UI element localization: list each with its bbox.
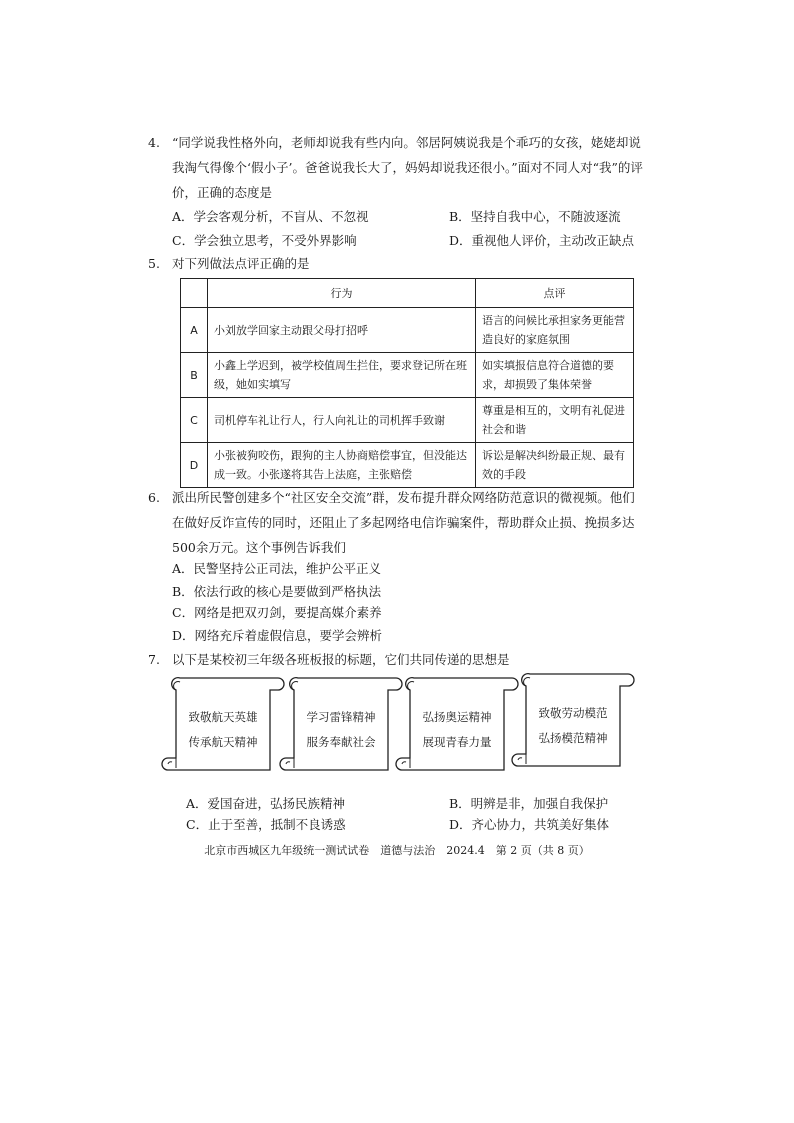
q5-row-comment: 尊重是相互的，文明有礼促进社会和谐 (476, 398, 634, 443)
q4-stem: “同学说我性格外向，老师却说我有些内向。邻居阿姨说我是个乖巧的女孩，姥姥却说我淘气得像个‘假小子’。爸爸说我长大了，妈妈却说我还很小。”面对不同人对“我”的评价，正确的态度是 (172, 135, 643, 200)
q6-option-a: A．民警坚持公正司法，维护公平正义 (172, 561, 382, 576)
scroll-title-line-1: 致敬劳动模范 (538, 706, 608, 720)
table-row (181, 443, 634, 488)
q4-option-c: C．学会独立思考，不受外界影响 (172, 233, 357, 248)
q5-number: 5. (148, 256, 160, 271)
q5-row-behavior: 司机停车礼让行人，行人向礼让的司机挥手致谢 (208, 398, 476, 443)
scroll-title-line-2: 展现青春力量 (422, 735, 492, 749)
q4-number: 4. (148, 135, 160, 150)
scroll-title-line-2: 服务奉献社会 (306, 735, 376, 749)
table-row (181, 353, 634, 398)
q5-row-comment: 语言的问候比承担家务更能营造良好的家庭氛围 (476, 308, 634, 353)
q5-row-label: D (181, 443, 208, 488)
q4-option-b: B．坚持自我中心，不随波逐流 (449, 209, 621, 224)
q7-option-b: B．明辨是非，加强自我保护 (449, 796, 609, 811)
q4-option-d: D．重视他人评价，主动改正缺点 (449, 233, 635, 248)
scroll-banner-4 (508, 668, 636, 774)
q6-number: 6. (148, 490, 160, 505)
q5-row-comment: 如实填报信息符合道德的要求，却损毁了集体荣誉 (476, 353, 634, 398)
q7-option-c: C．止于至善，抵制不良诱惑 (186, 817, 346, 832)
q6-stem: 派出所民警创建多个“社区安全交流”群，发布提升群众网络防范意识的微视频。他们在做好反诈宣传的同时，还阻止了多起网络电信诈骗案件，帮助群众止损、挽损多达500余万元。这个事例告诉我们 (172, 490, 635, 555)
q6-option-d: D．网络充斥着虚假信息，要学会辨析 (172, 628, 383, 643)
scroll-title-line-1: 学习雷锋精神 (306, 710, 376, 724)
q7-number: 7. (148, 652, 160, 667)
q5-stem: 对下列做法点评正确的是 (172, 256, 310, 271)
table-row (181, 308, 634, 353)
q7-option-d: D．齐心协力，共筑美好集体 (449, 817, 610, 832)
q5-header-blank (181, 279, 208, 308)
scroll-title-line-2: 传承航天精神 (188, 735, 258, 749)
q5-header-behavior: 行为 (208, 279, 476, 308)
q5-row-behavior: 小刘放学回家主动跟父母打招呼 (208, 308, 476, 353)
table-row (181, 398, 634, 443)
scroll-title-line-2: 弘扬模范精神 (538, 731, 608, 745)
scroll-title-line-1: 致敬航天英雄 (188, 710, 258, 724)
q4-option-a: A．学会客观分析，不盲从、不忽视 (172, 209, 369, 224)
q5-row-behavior: 小鑫上学迟到，被学校值周生拦住，要求登记所在班级，她如实填写 (208, 353, 476, 398)
q5-row-label: C (181, 398, 208, 443)
page-footer: 北京市西城区九年级统一测试试卷 道德与法治 2024.4 第 2 页（共 8 页） (204, 844, 590, 857)
scroll-banner-1 (158, 672, 286, 778)
q6-option-b: B．依法行政的核心是要做到严格执法 (172, 584, 382, 599)
q5-table (180, 278, 634, 488)
q5-header-comment: 点评 (476, 279, 634, 308)
q5-row-label: A (181, 308, 208, 353)
q7-stem: 以下是某校初三年级各班板报的标题，它们共同传递的思想是 (172, 652, 510, 667)
q6-option-c: C．网络是把双刃剑，要提高媒介素养 (172, 605, 382, 620)
scroll-banner-2 (276, 672, 404, 778)
scroll-title-line-1: 弘扬奥运精神 (422, 710, 492, 724)
q5-row-behavior: 小张被狗咬伤，跟狗的主人协商赔偿事宜，但没能达成一致。小张遂将其告上法庭，主张赔偿 (208, 443, 476, 488)
q5-row-comment: 诉讼是解决纠纷最正规、最有效的手段 (476, 443, 634, 488)
q7-option-a: A．爱国奋进，弘扬民族精神 (186, 796, 346, 811)
q5-row-label: B (181, 353, 208, 398)
scroll-banner-3 (392, 672, 520, 778)
